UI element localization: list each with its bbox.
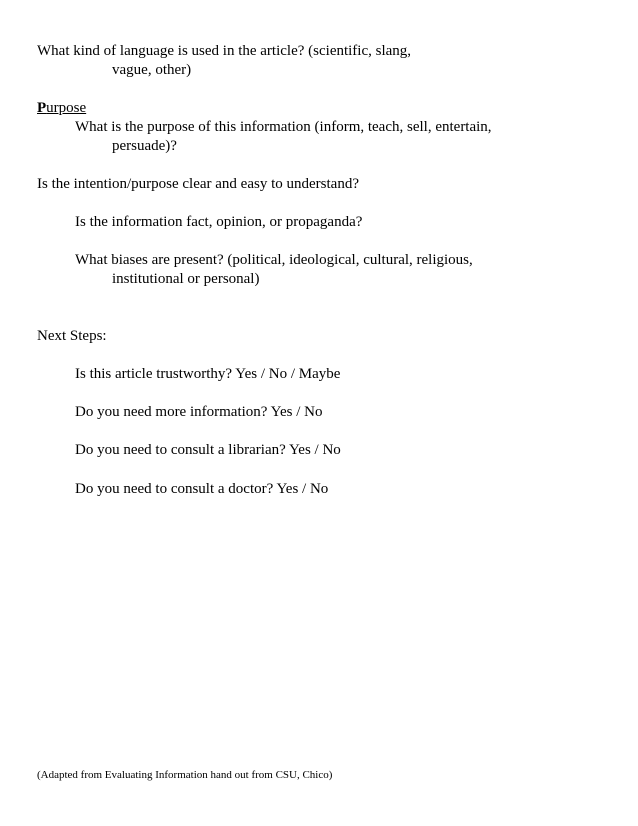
- purpose-question-line2: persuade)?: [112, 138, 177, 154]
- intention-question: Is the intention/purpose clear and easy to understand?: [37, 176, 359, 192]
- fact-question: Is the information fact, opinion, or propaganda?: [75, 214, 363, 230]
- purpose-heading-initial: P: [37, 100, 47, 116]
- trustworthy-question: Is this article trustworthy? Yes / No / Maybe: [75, 366, 341, 382]
- language-question-line1: What kind of language is used in the article? (scientific, slang,: [37, 43, 412, 59]
- footer-note: (Adapted from Evaluating Information hand out from CSU, Chico): [37, 769, 333, 781]
- doctor-question: Do you need to consult a doctor? Yes / No: [75, 481, 329, 497]
- purpose-heading: [37, 99, 86, 117]
- purpose-question-line1: What is the purpose of this information (inform, teach, sell, entertain,: [75, 119, 492, 135]
- more-info-question: Do you need more information? Yes / No: [75, 404, 323, 420]
- next-steps-heading: Next Steps:: [37, 328, 107, 344]
- bias-question-line1: What biases are present? (political, ideological, cultural, religious,: [75, 252, 473, 268]
- language-question-line2: vague, other): [112, 62, 192, 78]
- librarian-question: Do you need to consult a librarian? Yes / No: [75, 442, 341, 458]
- purpose-heading-rest: urpose: [46, 100, 87, 116]
- bias-question-line2: institutional or personal): [112, 271, 260, 287]
